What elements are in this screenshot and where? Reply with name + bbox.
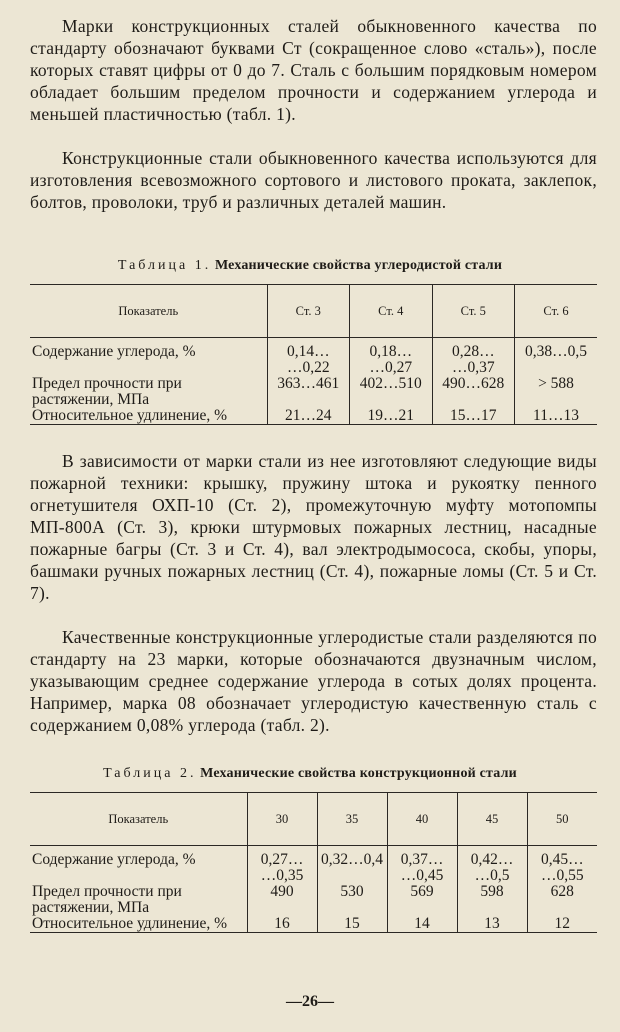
table1-cell: 0,18… …0,27 xyxy=(350,344,433,376)
table1-header-cell: Ст. 4 xyxy=(350,285,433,338)
table2-cell: 12 xyxy=(527,916,597,933)
paragraph-quality-steel: Качественные конструкционные углеродистые стали разделяются по стандарту на 23 марки, которые обозначаются двузначным числом, указывающим среднее содержание углерода в сотых долях процента. Например, марка 08 обозначает углеродистую качественную сталь с содержанием 0,08% углерода (табл. 2). xyxy=(30,627,597,735)
table1-cell: 0,14… …0,22 xyxy=(267,344,350,376)
table-row xyxy=(30,376,597,408)
table1-cell: 0,28… …0,37 xyxy=(432,344,515,376)
table2-header-row xyxy=(30,793,597,846)
table1-cell: 363…461 xyxy=(267,376,350,408)
table2-cell: 530 xyxy=(317,884,387,916)
table2-cell: 13 xyxy=(457,916,527,933)
table2-cell: 0,45… …0,55 xyxy=(527,852,597,884)
table-row xyxy=(30,916,597,933)
table2-header-cell: 35 xyxy=(317,793,387,846)
table2-cell: 628 xyxy=(527,884,597,916)
paragraph-fire-equipment: В зависимости от марки стали из нее изготовляют следующие виды пожарной техники: крышку, пружину штока и рукоятку пенного огнетушителя ОХП-10 (Ст. 2), промежуточную муфту мотопомпы МП-800А (Ст. 3), крюки штурмовых пожарных лестниц, насадные пожарные багры (Ст. 3 и Ст. 4), вал электродымососа, скобы, упоры, башмаки ручных пожарных лестниц (Ст. 4), пожарные ломы (Ст. 5 и Ст. 7). xyxy=(30,451,597,603)
table2-cell: 569 xyxy=(387,884,457,916)
table1-cell: 490…628 xyxy=(432,376,515,408)
table2-header-cell: 30 xyxy=(247,793,317,846)
table1-cell: > 588 xyxy=(515,376,598,408)
table-row xyxy=(30,852,597,884)
table2-caption xyxy=(0,766,620,782)
table-row xyxy=(30,408,597,425)
table2-caption-title: Механические свойства конструкционной стали xyxy=(200,766,517,781)
table2-cell: 0,32…0,4 xyxy=(317,852,387,884)
table1-header-cell: Показатель xyxy=(30,285,267,338)
paragraph-steel-grades: Марки конструкционных сталей обыкновенного качества по стандарту обозначают буквами Ст (сокращенное слово «сталь»), после которых ставят цифры от 0 до 7. Сталь с большим порядковым номером обладает большим пределом прочности и содержанием углерода и меньшей пластичностью (табл. 1). xyxy=(30,16,597,124)
table2-cell: 16 xyxy=(247,916,317,933)
table1-header-cell: Ст. 6 xyxy=(515,285,598,338)
table2-row-label: Относительное удлинение, % xyxy=(30,916,247,933)
table1-cell: 11…13 xyxy=(515,408,598,425)
table1-caption-lead: Таблица 1. xyxy=(117,258,212,273)
table-row xyxy=(30,344,597,376)
table2-cell: 598 xyxy=(457,884,527,916)
table2-cell: 14 xyxy=(387,916,457,933)
table1-cell: 402…510 xyxy=(350,376,433,408)
table2-header-cell: 45 xyxy=(457,793,527,846)
table2 xyxy=(30,792,597,933)
page-number: —26— xyxy=(286,993,334,1010)
table2-header-cell: 50 xyxy=(527,793,597,846)
table1-header-cell: Ст. 5 xyxy=(432,285,515,338)
table1-cell: 19…21 xyxy=(350,408,433,425)
table2-caption-lead: Таблица 2. xyxy=(103,766,197,781)
table2-header-cell: 40 xyxy=(387,793,457,846)
table2-cell: 0,37… …0,45 xyxy=(387,852,457,884)
table2-row-label: Предел прочности при растяжении, МПа xyxy=(32,883,182,916)
paragraph-steel-uses: Конструкционные стали обыкновенного качества используются для изготовления всевозможного сортового и листового проката, заклепок, болтов, проволоки, труб и различных деталей машин. xyxy=(30,148,597,212)
table1-cell: 0,38…0,5 xyxy=(515,344,598,376)
table-row xyxy=(30,884,597,916)
table1 xyxy=(30,284,597,425)
table1-caption-title: Механические свойства углеродистой стали xyxy=(214,258,503,273)
table1-row-label: Относительное удлинение, % xyxy=(30,408,267,425)
table1-caption xyxy=(0,258,620,274)
table2-cell: 490 xyxy=(247,884,317,916)
table1-cell: 21…24 xyxy=(267,408,350,425)
table1-header-cell: Ст. 3 xyxy=(267,285,350,338)
table1-cell: 15…17 xyxy=(432,408,515,425)
table2-cell: 0,42… …0,5 xyxy=(457,852,527,884)
table1-header-row xyxy=(30,285,597,338)
table2-cell: 15 xyxy=(317,916,387,933)
table2-cell: 0,27… …0,35 xyxy=(247,852,317,884)
table1-row-label: Предел прочности при растяжении, МПа xyxy=(32,375,182,408)
table2-header-cell: Показатель xyxy=(30,793,247,846)
table2-row-label: Содержание углерода, % xyxy=(32,851,196,868)
table1-row-label: Содержание углерода, % xyxy=(32,343,196,360)
